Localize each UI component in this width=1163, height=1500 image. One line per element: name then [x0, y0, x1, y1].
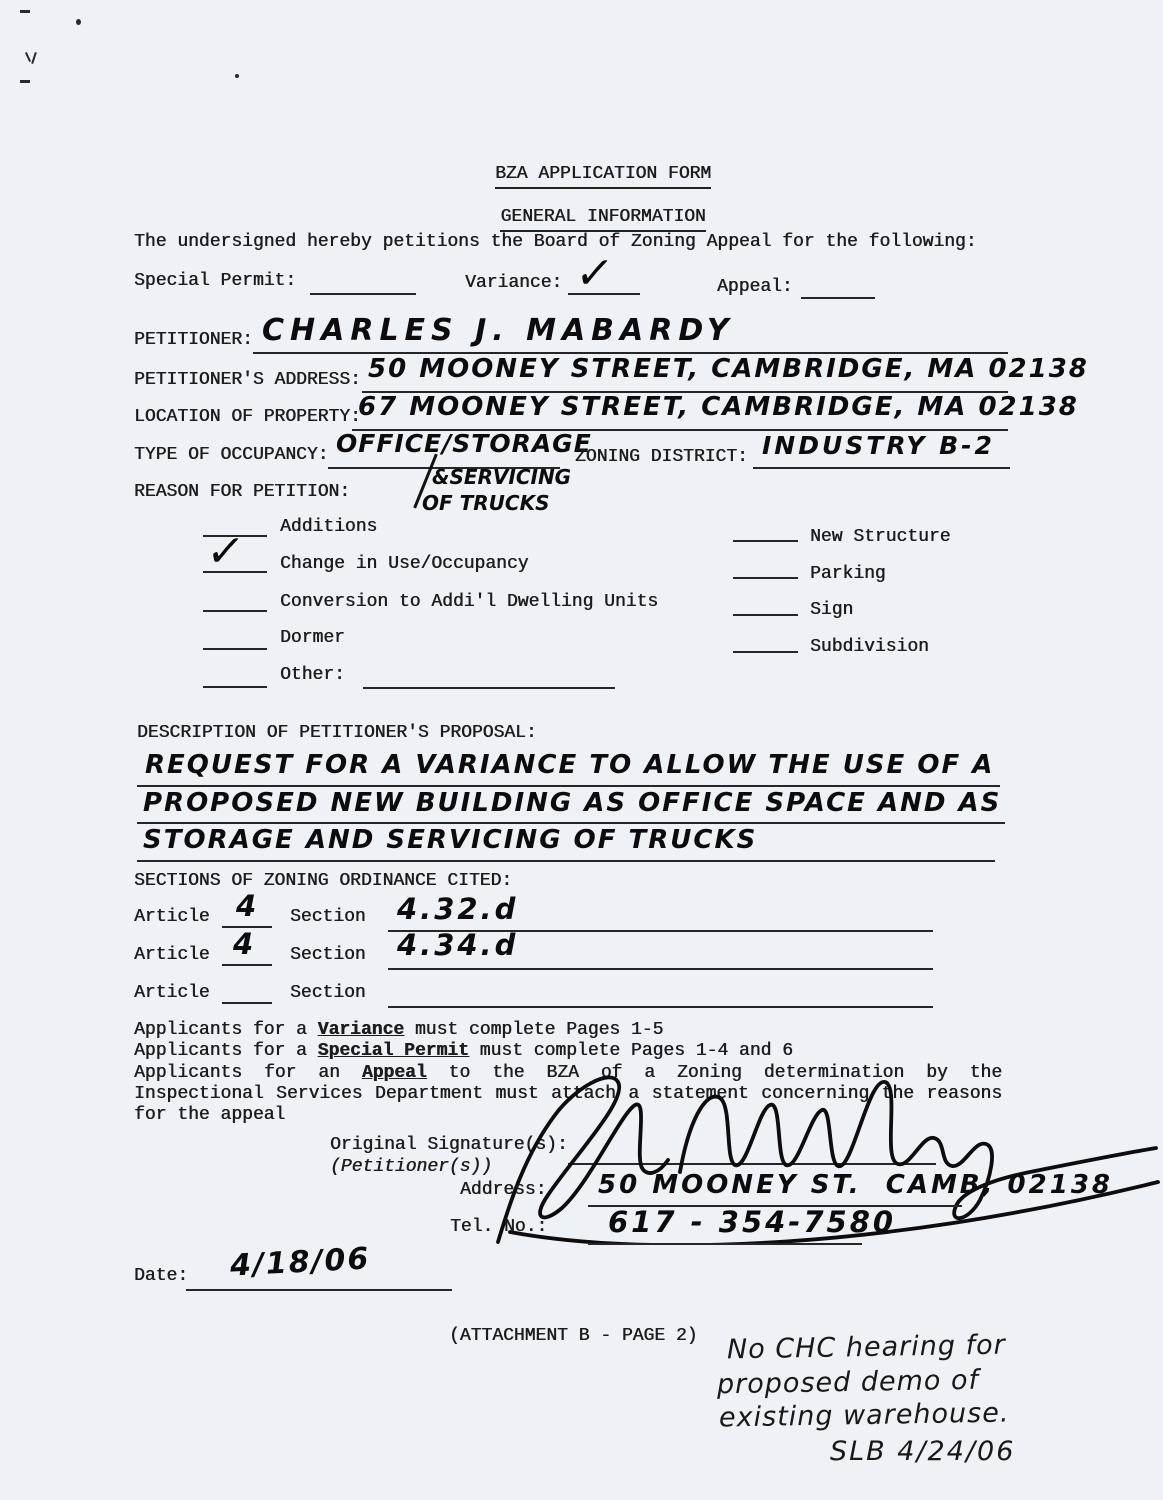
special-permit-blank — [310, 293, 416, 295]
attachment-note: (ATTACHMENT B - PAGE 2) — [449, 1326, 698, 1346]
reason-label-sign: Sign — [810, 600, 854, 620]
reason-blank-new-structure — [733, 540, 798, 542]
petitioner-sub-label: (Petitioner(s)) — [330, 1157, 493, 1177]
variance-label: Variance: — [465, 273, 563, 293]
note-line-variance: Applicants for a Variance must complete Pages 1-5 — [134, 1020, 664, 1040]
form-title: BZA APPLICATION FORM — [495, 164, 711, 190]
article-1-value-handwritten: 4 — [236, 889, 257, 923]
section-label-1: Section — [290, 907, 366, 927]
petitioner-value-handwritten: CHARLES J. MABARDY — [262, 313, 735, 348]
form-subtitle: GENERAL INFORMATION — [500, 207, 705, 233]
reason-label-conversion: Conversion to Addi'l Dwelling Units — [280, 592, 659, 612]
scan-artifact — [20, 10, 30, 13]
reason-label-dormer: Dormer — [280, 628, 345, 648]
change-use-checkmark: ✓ — [203, 526, 248, 577]
petitioner-label: PETITIONER: — [134, 330, 253, 350]
property-location-label: LOCATION OF PROPERTY: — [134, 407, 361, 427]
article-2-value-handwritten: 4 — [233, 927, 254, 961]
zoning-district-value-handwritten: INDUSTRY B-2 — [762, 431, 995, 460]
proposal-line1-handwritten: REQUEST FOR A VARIANCE TO ALLOW THE USE OF A — [145, 750, 995, 780]
article-label-2: Article — [134, 945, 210, 965]
proposal-rule1 — [137, 785, 1000, 787]
reason-label-new-structure: New Structure — [810, 527, 951, 547]
variance-checkmark: ✓ — [572, 248, 617, 299]
section-1-value-handwritten: 4.32.d — [397, 892, 519, 926]
reason-blank-dormer — [203, 648, 267, 650]
reason-label-subdivision: Subdivision — [810, 637, 929, 657]
section-3-blank — [388, 1006, 933, 1008]
tel-label: Tel. No.: — [450, 1217, 548, 1237]
special-permit-label: Special Permit: — [134, 271, 297, 291]
address-value-handwritten: 50 MOONEY ST. CAMB, 02138 — [598, 1170, 1114, 1200]
special-permit-keyword: Special Permit — [317, 1041, 469, 1062]
note-line-for-appeal: for the appeal — [134, 1105, 286, 1126]
occupancy-label: TYPE OF OCCUPANCY: — [134, 445, 329, 465]
reason-blank-other — [203, 686, 267, 688]
scan-artifact — [31, 52, 37, 64]
tel-value-handwritten: 617 - 354-7580 — [608, 1205, 897, 1239]
reason-label-parking: Parking — [810, 564, 886, 584]
reason-for-petition-label: REASON FOR PETITION: — [134, 482, 351, 502]
article-3-blank — [222, 1002, 272, 1004]
tel-line — [588, 1243, 862, 1245]
date-line — [186, 1289, 452, 1291]
note-line-appeal: Applicants for an Appeal to the BZA of a Zoning determination by the — [134, 1062, 1003, 1083]
occupancy-value-handwritten: OFFICE/STORAGE — [336, 429, 592, 458]
property-location-value-handwritten: 67 MOONEY STREET, CAMBRIDGE, MA 02138 — [358, 392, 1079, 422]
zoning-district-line — [753, 467, 1010, 469]
other-fill-line — [363, 687, 615, 689]
annotation-line2-handwritten: proposed demo of — [716, 1364, 980, 1401]
scan-artifact — [235, 74, 239, 78]
note-line-inspectional: Inspectional Services Department must attach a statement concerning the reasons — [134, 1083, 1002, 1104]
address-label: Address: — [460, 1180, 547, 1200]
appeal-label: Appeal: — [717, 277, 793, 297]
section-label-3: Section — [290, 983, 366, 1003]
article-label-1: Article — [134, 907, 210, 927]
original-signature-label: Original Signature(s): — [330, 1135, 568, 1155]
annotation-line1-handwritten: No CHC hearing for — [726, 1329, 1006, 1366]
reason-blank-subdivision — [733, 651, 798, 653]
article-label-3: Article — [134, 983, 210, 1003]
proposal-line2-handwritten: PROPOSED NEW BUILDING AS OFFICE SPACE AND AS — [143, 788, 1002, 818]
date-label: Date: — [134, 1266, 189, 1286]
section-label-2: Section — [290, 945, 366, 965]
appeal-keyword: Appeal — [361, 1062, 427, 1083]
ordinance-label: SECTIONS OF ZONING ORDINANCE CITED: — [134, 871, 513, 891]
annotation-line3-handwritten: existing warehouse. — [718, 1397, 1010, 1434]
proposal-rule2 — [137, 822, 1005, 824]
occupancy-value-line2-handwritten: &SERVICING — [432, 465, 572, 489]
proposal-label: DESCRIPTION OF PETITIONER'S PROPOSAL: — [137, 723, 537, 743]
variance-keyword: Variance — [317, 1020, 405, 1040]
petitioner-address-label: PETITIONER'S ADDRESS: — [134, 370, 361, 390]
reason-blank-conversion — [203, 610, 267, 612]
proposal-line3-handwritten: STORAGE AND SERVICING OF TRUCKS — [143, 825, 758, 855]
appeal-blank — [801, 297, 875, 299]
annotation-line4-handwritten: SLB 4/24/06 — [830, 1436, 1016, 1467]
date-value-handwritten: 4/18/06 — [229, 1241, 372, 1284]
article-2-blank — [222, 964, 272, 966]
petitioner-address-value-handwritten: 50 MOONEY STREET, CAMBRIDGE, MA 02138 — [368, 354, 1089, 384]
intro-text: The undersigned hereby petitions the Board of Zoning Appeal for the following: — [134, 232, 977, 252]
scan-artifact — [76, 19, 81, 25]
note-line-special-permit: Applicants for a Special Permit must complete Pages 1-4 and 6 — [134, 1041, 793, 1062]
proposal-rule3 — [137, 860, 995, 862]
reason-label-change-use: Change in Use/Occupancy — [280, 554, 529, 574]
zoning-district-label: ZONING DISTRICT: — [575, 447, 748, 467]
scan-artifact — [20, 80, 30, 83]
section-2-value-handwritten: 4.34.d — [397, 928, 519, 962]
scan-artifact — [25, 52, 31, 62]
section-2-blank — [388, 968, 933, 970]
reason-label-other: Other: — [280, 665, 345, 685]
occupancy-value-line3-handwritten: OF TRUCKS — [422, 491, 550, 515]
reason-blank-parking — [733, 577, 798, 579]
reason-blank-sign — [733, 614, 798, 616]
reason-label-additions: Additions — [280, 517, 378, 537]
